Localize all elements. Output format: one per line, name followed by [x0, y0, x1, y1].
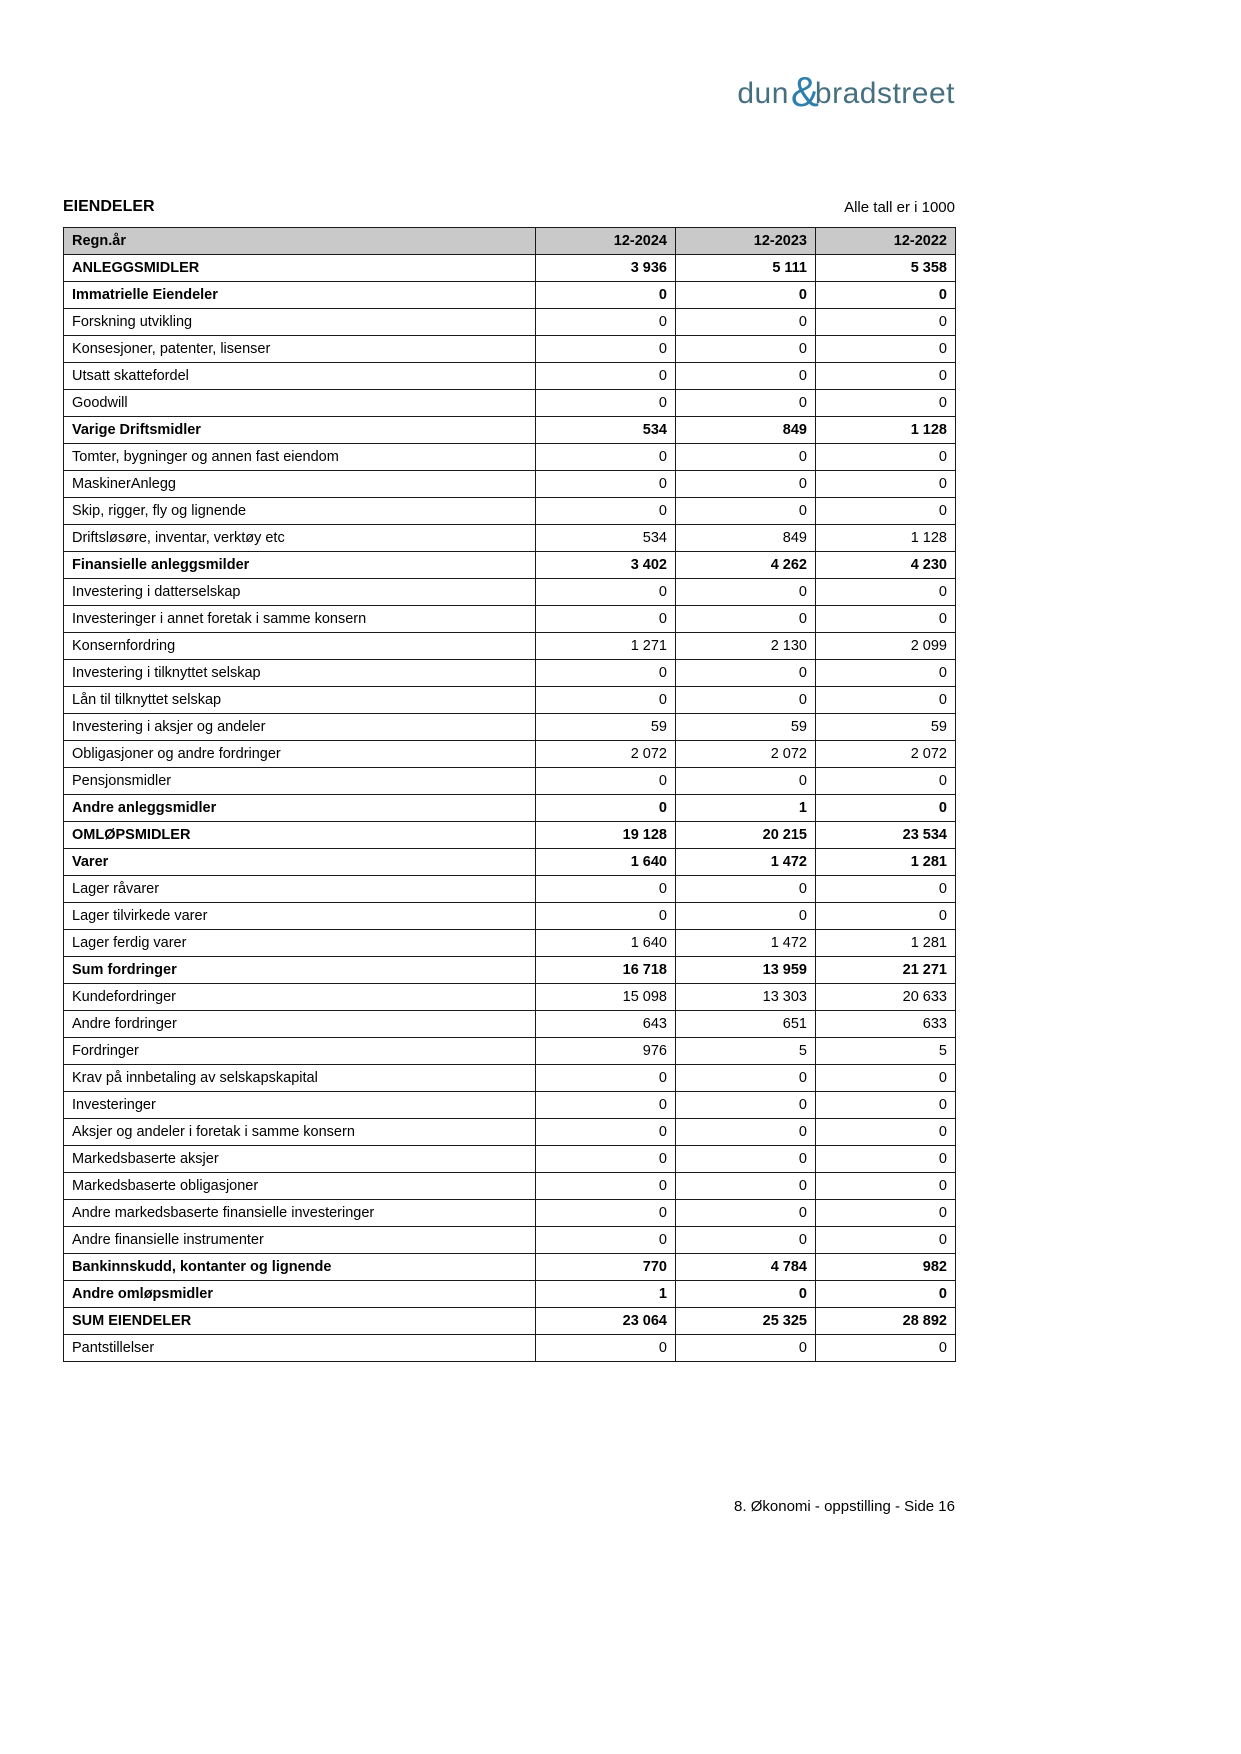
row-value: 0 [816, 903, 956, 930]
row-label: Investeringer i annet foretak i samme konsern [64, 606, 536, 633]
row-label: Utsatt skattefordel [64, 363, 536, 390]
units-note: Alle tall er i 1000 [844, 199, 955, 216]
row-label: Lager råvarer [64, 876, 536, 903]
row-value: 0 [536, 390, 676, 417]
table-row [64, 741, 956, 768]
column-header-year: 12-2023 [676, 228, 816, 255]
row-value: 0 [816, 1227, 956, 1254]
row-value: 0 [536, 1200, 676, 1227]
row-value: 20 215 [676, 822, 816, 849]
table-row [64, 768, 956, 795]
table-row [64, 282, 956, 309]
table-row [64, 822, 956, 849]
row-value: 23 064 [536, 1308, 676, 1335]
row-value: 1 281 [816, 930, 956, 957]
table-row [64, 525, 956, 552]
row-label: Konsernfordring [64, 633, 536, 660]
row-value: 0 [536, 660, 676, 687]
table-row [64, 1119, 956, 1146]
row-label: Pantstillelser [64, 1335, 536, 1362]
row-value: 0 [676, 309, 816, 336]
row-value: 976 [536, 1038, 676, 1065]
row-value: 16 718 [536, 957, 676, 984]
row-value: 2 130 [676, 633, 816, 660]
row-value: 0 [536, 687, 676, 714]
row-label: Varige Driftsmidler [64, 417, 536, 444]
row-value: 0 [816, 363, 956, 390]
row-value: 2 099 [816, 633, 956, 660]
row-value: 0 [816, 1281, 956, 1308]
table-row [64, 1092, 956, 1119]
row-label: MaskinerAnlegg [64, 471, 536, 498]
row-value: 5 358 [816, 255, 956, 282]
table-row [64, 1038, 956, 1065]
row-label: Forskning utvikling [64, 309, 536, 336]
row-value: 1 281 [816, 849, 956, 876]
row-value: 59 [676, 714, 816, 741]
row-label: Tomter, bygninger og annen fast eiendom [64, 444, 536, 471]
row-value: 0 [676, 1335, 816, 1362]
row-value: 0 [816, 1335, 956, 1362]
section-title: EIENDELER [63, 198, 155, 215]
row-value: 0 [676, 336, 816, 363]
table-row [64, 660, 956, 687]
row-label: Investering i aksjer og andeler [64, 714, 536, 741]
row-value: 770 [536, 1254, 676, 1281]
row-label: ANLEGGSMIDLER [64, 255, 536, 282]
row-value: 0 [816, 876, 956, 903]
table-row [64, 363, 956, 390]
table-row [64, 1200, 956, 1227]
table-row [64, 876, 956, 903]
row-label: Bankinnskudd, kontanter og lignende [64, 1254, 536, 1281]
row-value: 0 [536, 471, 676, 498]
row-value: 59 [816, 714, 956, 741]
row-value: 849 [676, 525, 816, 552]
row-label: Andre markedsbaserte finansielle investeringer [64, 1200, 536, 1227]
row-value: 0 [676, 1119, 816, 1146]
row-label: Pensjonsmidler [64, 768, 536, 795]
row-value: 23 534 [816, 822, 956, 849]
row-value: 25 325 [676, 1308, 816, 1335]
row-value: 0 [816, 1092, 956, 1119]
row-value: 5 111 [676, 255, 816, 282]
row-value: 1 640 [536, 930, 676, 957]
row-label: Andre anleggsmidler [64, 795, 536, 822]
row-value: 0 [816, 282, 956, 309]
row-value: 651 [676, 1011, 816, 1038]
row-value: 0 [816, 1146, 956, 1173]
row-label: Kundefordringer [64, 984, 536, 1011]
row-value: 0 [816, 471, 956, 498]
table-row [64, 1146, 956, 1173]
table-row [64, 444, 956, 471]
table-row [64, 471, 956, 498]
row-label: Finansielle anleggsmilder [64, 552, 536, 579]
table-row [64, 984, 956, 1011]
row-value: 0 [536, 1092, 676, 1119]
table-row [64, 1227, 956, 1254]
row-value: 5 [816, 1038, 956, 1065]
row-value: 0 [676, 498, 816, 525]
row-value: 1 128 [816, 417, 956, 444]
table-row [64, 795, 956, 822]
row-value: 633 [816, 1011, 956, 1038]
row-value: 2 072 [676, 741, 816, 768]
table-row [64, 903, 956, 930]
row-value: 0 [816, 768, 956, 795]
row-value: 0 [676, 390, 816, 417]
row-value: 0 [676, 1092, 816, 1119]
table-row [64, 390, 956, 417]
row-label: Varer [64, 849, 536, 876]
row-value: 0 [676, 471, 816, 498]
row-value: 0 [816, 336, 956, 363]
row-value: 0 [816, 1173, 956, 1200]
row-value: 643 [536, 1011, 676, 1038]
row-value: 0 [536, 903, 676, 930]
table-row [64, 255, 956, 282]
row-value: 0 [816, 1119, 956, 1146]
row-value: 0 [536, 1119, 676, 1146]
table-row [64, 579, 956, 606]
column-header-label: Regn.år [64, 228, 536, 255]
row-value: 1 [676, 795, 816, 822]
row-value: 0 [816, 795, 956, 822]
row-value: 0 [676, 579, 816, 606]
row-value: 28 892 [816, 1308, 956, 1335]
row-value: 4 230 [816, 552, 956, 579]
row-value: 0 [676, 687, 816, 714]
table-row [64, 417, 956, 444]
row-value: 0 [536, 1173, 676, 1200]
row-value: 20 633 [816, 984, 956, 1011]
row-value: 0 [676, 660, 816, 687]
row-value: 1 472 [676, 849, 816, 876]
row-value: 0 [536, 363, 676, 390]
row-label: Obligasjoner og andre fordringer [64, 741, 536, 768]
row-label: Sum fordringer [64, 957, 536, 984]
row-value: 4 262 [676, 552, 816, 579]
table-row [64, 1335, 956, 1362]
row-label: Lager tilvirkede varer [64, 903, 536, 930]
row-value: 0 [676, 606, 816, 633]
logo-word-bradstreet: bradstreet [814, 77, 955, 110]
row-value: 21 271 [816, 957, 956, 984]
row-label: Driftsløsøre, inventar, verktøy etc [64, 525, 536, 552]
row-value: 0 [676, 768, 816, 795]
dun-bradstreet-logo [737, 68, 955, 115]
row-value: 13 959 [676, 957, 816, 984]
row-value: 0 [536, 1335, 676, 1362]
row-value: 0 [676, 1281, 816, 1308]
row-label: Andre fordringer [64, 1011, 536, 1038]
row-value: 0 [816, 606, 956, 633]
row-value: 0 [536, 309, 676, 336]
table-row [64, 309, 956, 336]
row-value: 0 [816, 444, 956, 471]
row-value: 0 [676, 282, 816, 309]
table-row [64, 1173, 956, 1200]
row-label: Investering i tilknyttet selskap [64, 660, 536, 687]
row-label: Skip, rigger, fly og lignende [64, 498, 536, 525]
row-value: 0 [676, 876, 816, 903]
row-value: 0 [676, 444, 816, 471]
row-label: Andre omløpsmidler [64, 1281, 536, 1308]
row-label: Investering i datterselskap [64, 579, 536, 606]
row-value: 2 072 [816, 741, 956, 768]
row-value: 0 [816, 1065, 956, 1092]
row-label: Lager ferdig varer [64, 930, 536, 957]
table-row [64, 1281, 956, 1308]
row-value: 4 784 [676, 1254, 816, 1281]
row-value: 3 402 [536, 552, 676, 579]
column-header-year: 12-2024 [536, 228, 676, 255]
table-row [64, 849, 956, 876]
row-value: 0 [536, 444, 676, 471]
row-value: 1 271 [536, 633, 676, 660]
row-label: Lån til tilknyttet selskap [64, 687, 536, 714]
row-value: 0 [536, 795, 676, 822]
row-value: 534 [536, 525, 676, 552]
row-value: 19 128 [536, 822, 676, 849]
row-label: Aksjer og andeler i foretak i samme konsern [64, 1119, 536, 1146]
table-row [64, 1011, 956, 1038]
balance-sheet-table [63, 227, 956, 1362]
row-label: OMLØPSMIDLER [64, 822, 536, 849]
row-value: 0 [676, 1065, 816, 1092]
row-value: 0 [536, 579, 676, 606]
row-label: SUM EIENDELER [64, 1308, 536, 1335]
row-value: 849 [676, 417, 816, 444]
row-value: 0 [816, 498, 956, 525]
row-value: 5 [676, 1038, 816, 1065]
table-row [64, 687, 956, 714]
row-value: 1 128 [816, 525, 956, 552]
row-label: Immatrielle Eiendeler [64, 282, 536, 309]
table-row [64, 1065, 956, 1092]
row-value: 0 [676, 1173, 816, 1200]
row-value: 0 [536, 606, 676, 633]
column-header-year: 12-2022 [816, 228, 956, 255]
title-row [63, 198, 955, 216]
row-value: 0 [816, 579, 956, 606]
row-value: 0 [536, 1146, 676, 1173]
row-value: 0 [536, 282, 676, 309]
row-value: 0 [536, 1065, 676, 1092]
table-row [64, 336, 956, 363]
row-value: 0 [676, 1146, 816, 1173]
row-value: 1 [536, 1281, 676, 1308]
table-row [64, 1308, 956, 1335]
row-value: 0 [816, 687, 956, 714]
row-label: Konsesjoner, patenter, lisenser [64, 336, 536, 363]
row-value: 534 [536, 417, 676, 444]
row-value: 0 [676, 903, 816, 930]
row-label: Andre finansielle instrumenter [64, 1227, 536, 1254]
row-value: 0 [816, 309, 956, 336]
page-footer: 8. Økonomi - oppstilling - Side 16 [734, 1498, 955, 1515]
table-row [64, 552, 956, 579]
row-value: 0 [676, 363, 816, 390]
row-label: Krav på innbetaling av selskapskapital [64, 1065, 536, 1092]
table-row [64, 714, 956, 741]
row-value: 1 472 [676, 930, 816, 957]
row-value: 0 [536, 768, 676, 795]
row-value: 0 [536, 336, 676, 363]
row-value: 0 [536, 876, 676, 903]
row-value: 0 [536, 1227, 676, 1254]
table-row [64, 606, 956, 633]
logo-ampersand-icon: & [790, 68, 819, 115]
row-label: Markedsbaserte obligasjoner [64, 1173, 536, 1200]
table-row [64, 957, 956, 984]
row-value: 982 [816, 1254, 956, 1281]
row-value: 0 [816, 390, 956, 417]
row-value: 1 640 [536, 849, 676, 876]
row-value: 0 [676, 1200, 816, 1227]
row-label: Investeringer [64, 1092, 536, 1119]
row-label: Fordringer [64, 1038, 536, 1065]
row-value: 13 303 [676, 984, 816, 1011]
table-row [64, 633, 956, 660]
row-value: 0 [816, 660, 956, 687]
row-value: 2 072 [536, 741, 676, 768]
table-row [64, 930, 956, 957]
table-header-row [64, 228, 956, 255]
row-value: 59 [536, 714, 676, 741]
row-value: 0 [536, 498, 676, 525]
logo-word-dun: dun [737, 77, 789, 110]
row-label: Markedsbaserte aksjer [64, 1146, 536, 1173]
row-value: 3 936 [536, 255, 676, 282]
table-row [64, 498, 956, 525]
row-value: 0 [676, 1227, 816, 1254]
row-label: Goodwill [64, 390, 536, 417]
row-value: 0 [816, 1200, 956, 1227]
row-value: 15 098 [536, 984, 676, 1011]
table-row [64, 1254, 956, 1281]
